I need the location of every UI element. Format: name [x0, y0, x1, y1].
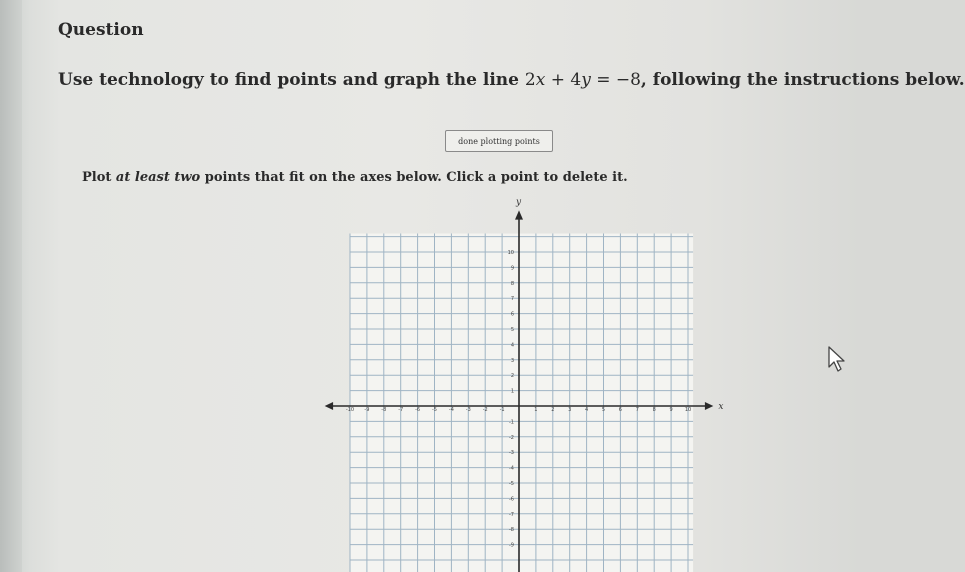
y-tick-label: 6 — [510, 311, 514, 318]
x-tick-label: 9 — [669, 407, 673, 413]
y-tick-label: -7 — [509, 511, 514, 518]
x-tick-label: 6 — [618, 407, 622, 413]
y-tick-label: 4 — [510, 342, 514, 349]
x-tick-label: 7 — [635, 407, 639, 413]
y-tick-label: -8 — [509, 527, 514, 534]
x-tick-label: 3 — [568, 407, 572, 413]
x-tick-label: -5 — [432, 407, 437, 413]
x-tick-label: -4 — [448, 407, 454, 413]
x-tick-label: 5 — [601, 407, 606, 413]
x-tick-label: 2 — [551, 407, 555, 413]
x-tick-label: 8 — [652, 407, 656, 413]
eq-coef-b: 4 — [570, 70, 582, 90]
x-tick-label: -10 — [345, 407, 355, 413]
x-axis-label: x — [718, 402, 724, 412]
y-tick-label: -3 — [509, 450, 514, 457]
y-tick-label: -9 — [509, 542, 514, 549]
x-tick-label: -8 — [381, 407, 387, 413]
x-tick-label: 1 — [534, 407, 538, 413]
eq-var-y: y — [581, 70, 591, 90]
y-tick-label: 8 — [510, 280, 514, 287]
plot-area[interactable] — [350, 234, 693, 572]
plot-instruction-part1: Plot — [82, 170, 116, 185]
eq-plus: + — [545, 70, 571, 90]
eq-var-x: x — [535, 70, 546, 90]
question-title: Question — [58, 20, 144, 40]
x-axis-arrow-right — [705, 402, 713, 410]
y-tick-label: -1 — [509, 419, 514, 426]
x-tick-label: -3 — [465, 407, 471, 413]
y-tick-label: -2 — [509, 434, 514, 441]
y-tick-label: 7 — [510, 296, 514, 303]
y-tick-label: 2 — [510, 373, 514, 380]
x-tick-label: -2 — [482, 407, 488, 413]
done-plotting-points-button[interactable]: done plotting points — [445, 130, 553, 152]
y-tick-label: 5 — [510, 327, 514, 333]
eq-equals: = — [590, 70, 616, 90]
x-tick-label: 10 — [684, 407, 692, 413]
instruction-suffix: , following the instructions below. — [640, 70, 965, 90]
plot-instruction-emphasis: at least two — [115, 170, 201, 185]
x-axis-arrow-left — [325, 402, 333, 410]
y-tick-label: -4 — [509, 465, 514, 472]
y-axis-arrow-up — [515, 210, 523, 219]
x-tick-label: -1 — [499, 407, 505, 413]
x-tick-label: 4 — [585, 407, 589, 413]
y-axis-label: y — [516, 197, 522, 208]
arrow-cursor-icon — [826, 345, 848, 373]
x-tick-label: -9 — [364, 407, 370, 413]
y-tick-label: 10 — [507, 250, 514, 256]
y-tick-label: 1 — [510, 388, 514, 395]
x-tick-label: -6 — [415, 407, 421, 413]
y-tick-label: 3 — [510, 357, 514, 364]
y-tick-label: -5 — [509, 481, 514, 487]
x-tick-label: -7 — [398, 407, 404, 413]
eq-rhs: −8 — [615, 70, 641, 90]
y-tick-label: 9 — [510, 265, 514, 272]
instruction-prefix: Use technology to find points and graph the line — [58, 70, 525, 90]
plot-instruction-part2: points that fit on the axes below. Click a point to delete it. — [200, 170, 628, 185]
y-tick-label: -6 — [509, 496, 514, 503]
eq-coef-a: 2 — [524, 70, 536, 90]
